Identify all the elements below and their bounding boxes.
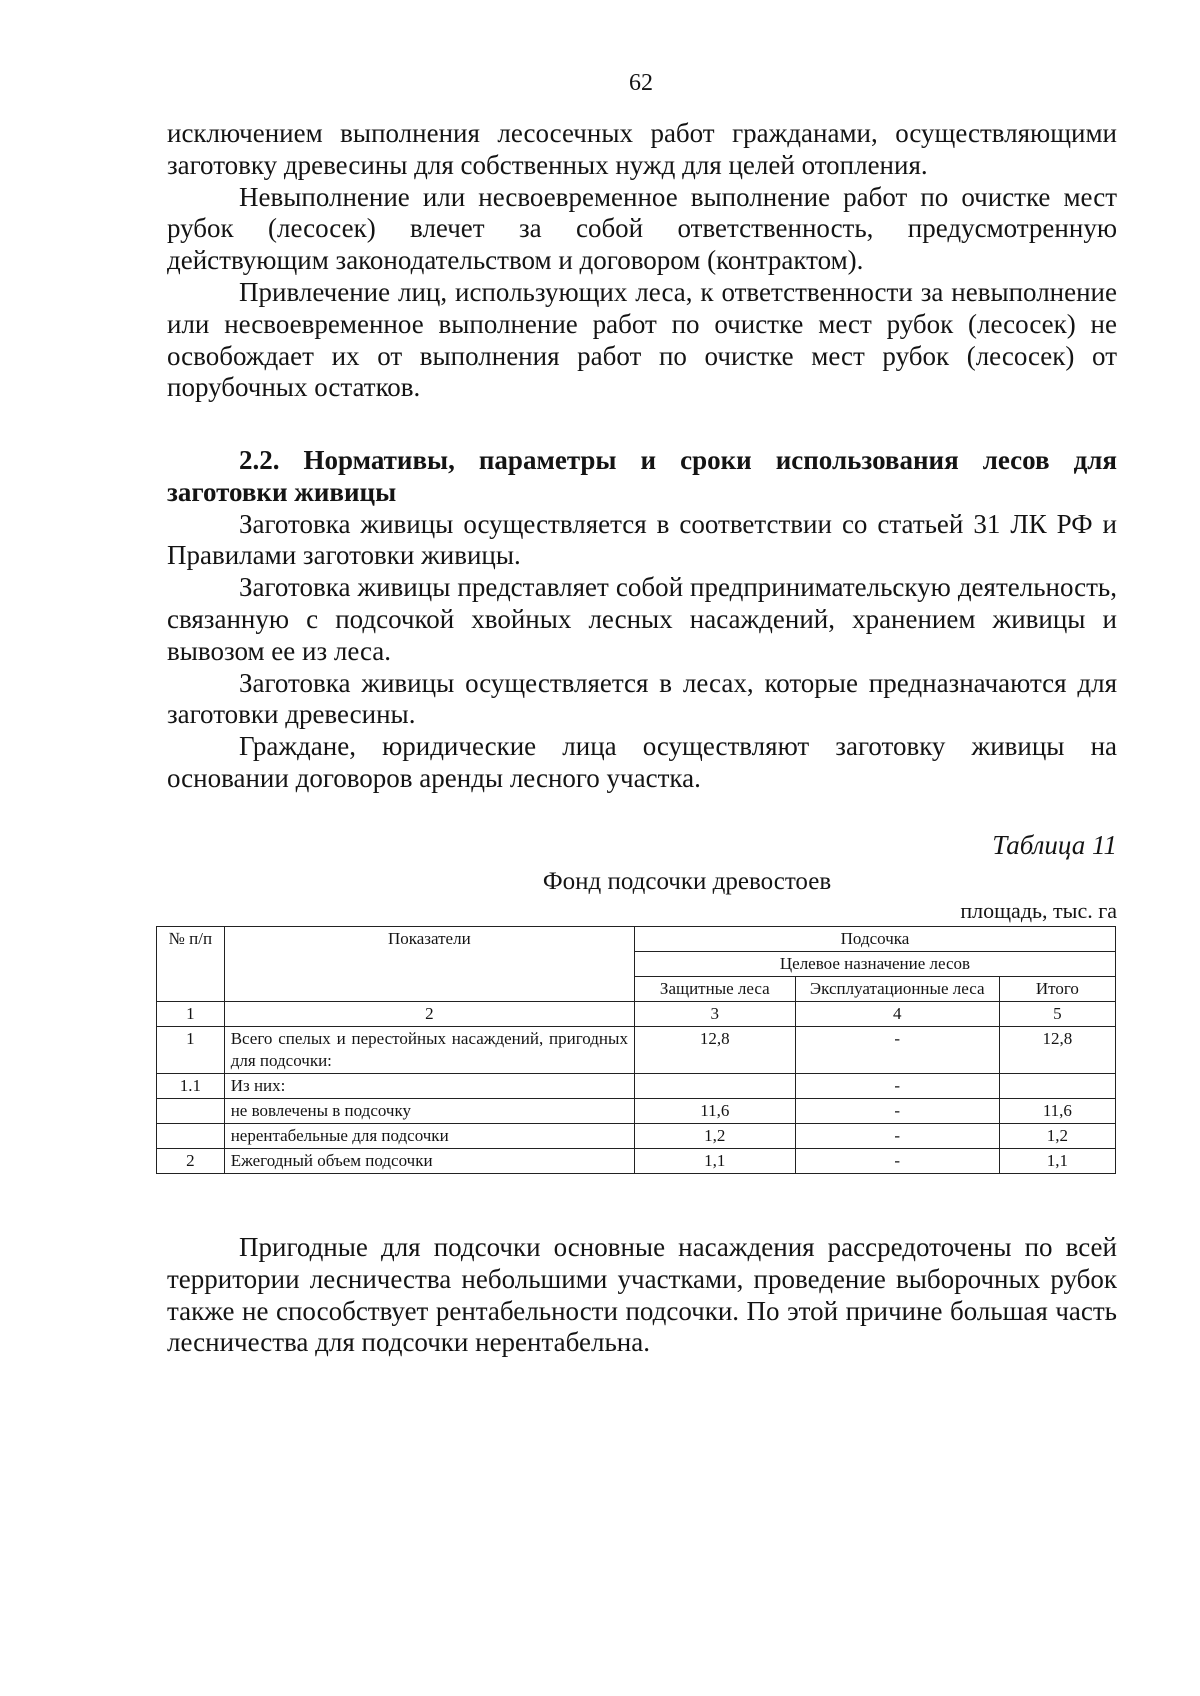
- row-exploitation: -: [795, 1149, 999, 1174]
- row-exploitation: -: [795, 1074, 999, 1099]
- paragraph: Невыполнение или несвоевременное выполнение работ по очистке мест рубок (лесосек) влечет за собой ответственность, предусмотренную действующим законодательством и договором (контрактом).: [167, 181, 1117, 276]
- row-exploitation: -: [795, 1027, 999, 1074]
- table-row: [157, 1027, 1116, 1074]
- row-num: [157, 1124, 225, 1149]
- table-row: [157, 1124, 1116, 1149]
- row-protective: [634, 1074, 795, 1099]
- paragraph: Пригодные для подсочки основные насаждения рассредоточены по всей территории лесничества небольшими участками, проведение выборочных рубок также не способствует рентабельности подсочки. По этой причине большая часть лесничества для подсочки нерентабельна.: [167, 1232, 1117, 1358]
- header-protective: Защитные леса: [634, 977, 795, 1002]
- row-total: 1,2: [999, 1124, 1115, 1149]
- row-num: 1: [157, 1027, 225, 1074]
- row-protective: 12,8: [634, 1027, 795, 1074]
- table-caption: Таблица 11: [992, 830, 1117, 860]
- table-row: [157, 1074, 1116, 1099]
- table-title: Фонд подсочки древостоев: [542, 868, 832, 895]
- column-number-row: [157, 1002, 1116, 1027]
- paragraph: Привлечение лиц, использующих леса, к ответственности за невыполнение или несвоевременное выполнение работ по очистке мест рубок (лесосек) не освобождает их от выполнения работ по очистке мест рубок (лесосек) от порубочных остатков.: [167, 276, 1117, 403]
- row-total: [999, 1074, 1115, 1099]
- column-number: 1: [157, 1002, 225, 1027]
- row-num: 2: [157, 1149, 225, 1174]
- header-group: Подсочка: [634, 927, 1115, 952]
- section-block: [167, 445, 1117, 795]
- row-indicator: Всего спелых и перестойных насаждений, пригодных для подсочки:: [224, 1027, 634, 1074]
- row-num: 1.1: [157, 1074, 225, 1099]
- header-num: № п/п: [157, 927, 225, 1002]
- paragraph: Заготовка живицы осуществляется в соответствии со статьей 31 ЛК РФ и Правилами заготовки живицы.: [167, 508, 1117, 571]
- page-number: 62: [629, 70, 653, 96]
- paragraph: Граждане, юридические лица осуществляют заготовку живицы на основании договоров аренды лесного участка.: [167, 731, 1117, 793]
- section-heading: 2.2. Нормативы, параметры и сроки использования лесов для заготовки живицы: [167, 445, 1117, 507]
- table-header-row: [157, 927, 1116, 952]
- header-total: Итого: [999, 977, 1115, 1002]
- row-indicator: Из них:: [224, 1074, 634, 1099]
- bottom-text-block: [167, 1232, 1117, 1359]
- row-protective: 11,6: [634, 1099, 795, 1124]
- table-units: площадь, тыс. га: [960, 898, 1117, 923]
- column-number: 4: [795, 1002, 999, 1027]
- row-indicator: нерентабельные для подсочки: [224, 1124, 634, 1149]
- paragraph: исключением выполнения лесосечных работ гражданами, осуществляющими заготовку древесины для собственных нужд для целей отопления.: [167, 118, 1117, 180]
- row-total: 1,1: [999, 1149, 1115, 1174]
- row-exploitation: -: [795, 1099, 999, 1124]
- paragraph: Заготовка живицы представляет собой предпринимательскую деятельность, связанную с подсочкой хвойных лесных насаждений, хранением живицы и вывозом ее из леса.: [167, 572, 1117, 666]
- column-number: 5: [999, 1002, 1115, 1027]
- paragraph: Заготовка живицы осуществляется в лесах, которые предназначаются для заготовки древесины.: [167, 667, 1117, 730]
- row-indicator: Ежегодный объем подсочки: [224, 1149, 634, 1174]
- row-indicator: не вовлечены в подсочку: [224, 1099, 634, 1124]
- column-number: 2: [224, 1002, 634, 1027]
- row-total: 11,6: [999, 1099, 1115, 1124]
- top-text-block: [167, 118, 1117, 404]
- row-num: [157, 1099, 225, 1124]
- table-row: [157, 1099, 1116, 1124]
- row-protective: 1,2: [634, 1124, 795, 1149]
- header-subgroup: Целевое назначение лесов: [634, 952, 1115, 977]
- header-indicator: Показатели: [224, 927, 634, 1002]
- table-row: [157, 1149, 1116, 1174]
- column-number: 3: [634, 1002, 795, 1027]
- row-protective: 1,1: [634, 1149, 795, 1174]
- data-table: [156, 926, 1116, 1174]
- row-total: 12,8: [999, 1027, 1115, 1074]
- header-exploitation: Эксплуатационные леса: [795, 977, 999, 1002]
- row-exploitation: -: [795, 1124, 999, 1149]
